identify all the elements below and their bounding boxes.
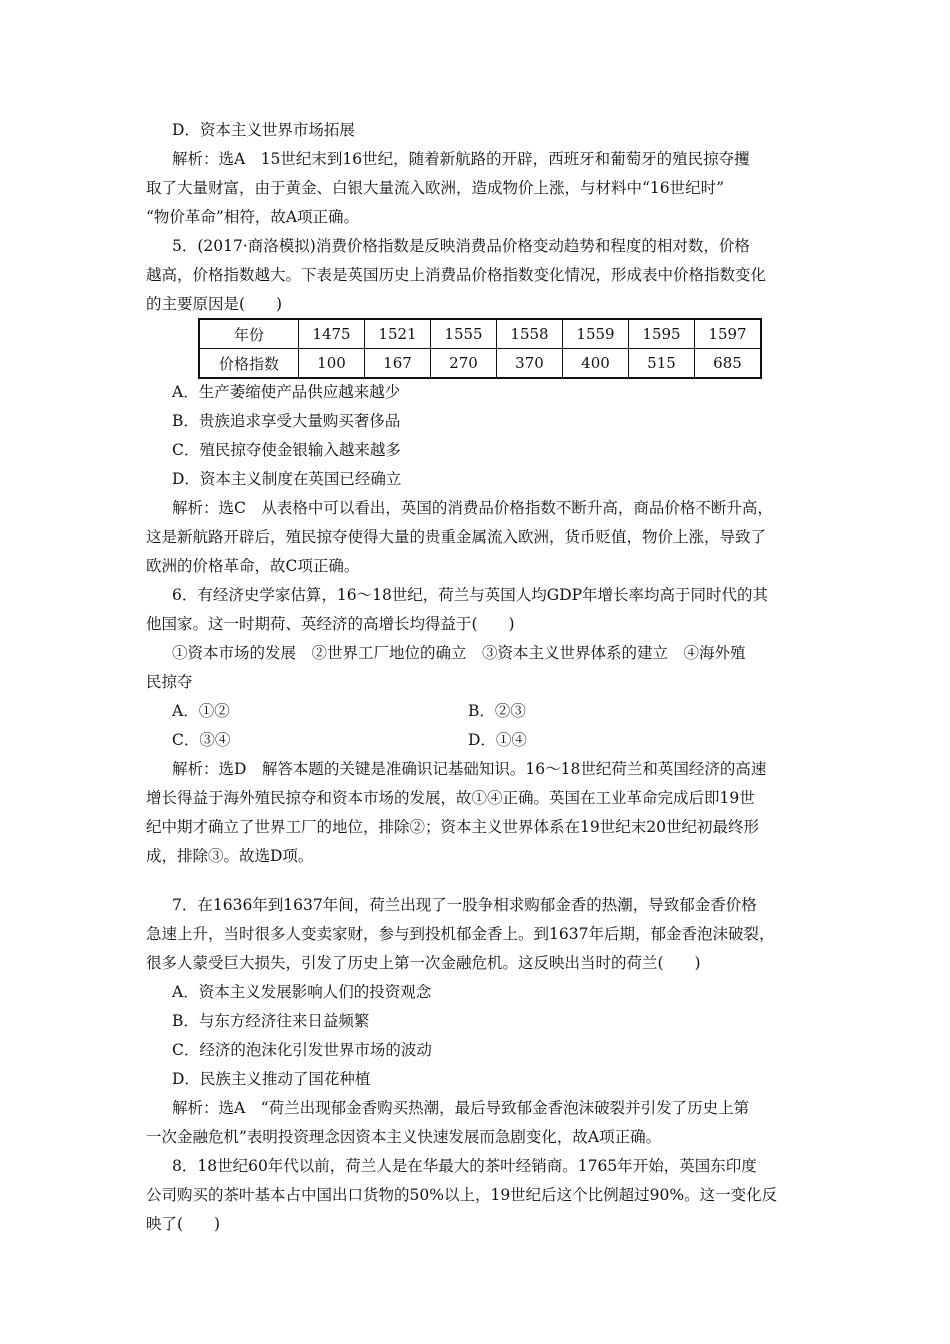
option-d-q6: D．①④ [468, 731, 527, 749]
analysis-q7-line1: 解析：选A “荷兰出现郁金香购买热潮，最后导致郁金香泡沫破裂并引发了历史上第 [172, 1099, 750, 1117]
question-7-line1: 7．在1636年到1637年间，荷兰出现了一股争相求购郁金香的热潮，导致郁金香价格 [172, 896, 757, 914]
option-a-q6: A．①② [172, 702, 230, 720]
analysis-q7-line2: 一次金融危机”表明投资理念因资本主义快速发展而急剧变化，故A项正确。 [146, 1128, 662, 1146]
analysis-q4-line3: “物价革命”相符，故A项正确。 [146, 208, 360, 226]
analysis-q5-line3: 欧洲的价格革命，故C项正确。 [146, 557, 360, 575]
analysis-q6-line2: 增长得益于海外殖民掠夺和资本市场的发展，故①④正确。英国在工业革命完成后即19世 [146, 789, 755, 807]
table-cell-index: 270 [431, 349, 497, 379]
question-5-line3: 的主要原因是( ) [146, 295, 283, 313]
analysis-q6-line4: 成，排除③。故选D项。 [146, 847, 314, 865]
question-6-line1: 6．有经济史学家估算，16～18世纪，荷兰与英国人均GDP年增长率均高于同时代的其 [172, 586, 769, 604]
table-cell-year: 1521 [365, 319, 431, 349]
table-cell-year: 1558 [497, 319, 563, 349]
option-c-q6: C．③④ [172, 731, 231, 749]
analysis-q5-line1: 解析：选C 从表格中可以看出，英国的消费品价格指数不断升高，商品价格不断升高， [172, 499, 773, 517]
table-cell-index: 370 [497, 349, 563, 379]
table-header-year: 年份 [199, 319, 299, 349]
table-cell-year: 1595 [629, 319, 695, 349]
analysis-q4-line1: 解析：选A 15世纪末到16世纪，随着新航路的开辟，西班牙和葡萄牙的殖民掠夺攫 [172, 150, 750, 168]
question-5-line2: 越高，价格指数越大。下表是英国历史上消费品价格指数变化情况，形成表中价格指数变化 [146, 266, 767, 284]
option-b-q5: B．贵族追求享受大量购买奢侈品 [172, 412, 401, 430]
question-6-items-line2: 民掠夺 [146, 673, 193, 691]
table-cell-index: 515 [629, 349, 695, 379]
table-row-index [199, 349, 761, 379]
option-b-q6: B．②③ [468, 702, 526, 720]
option-d-q4: D．资本主义世界市场拓展 [172, 121, 355, 139]
table-cell-index: 167 [365, 349, 431, 379]
option-c-q7: C．经济的泡沫化引发世界市场的波动 [172, 1041, 432, 1059]
question-5-line1: 5．(2017·商洛模拟)消费价格指数是反映消费品价格变动趋势和程度的相对数，价格 [172, 237, 750, 255]
question-7-line3: 很多人蒙受巨大损失，引发了历史上第一次金融危机。这反映出当时的荷兰( ) [146, 954, 701, 972]
table-cell-year: 1555 [431, 319, 497, 349]
table-cell-index: 100 [299, 349, 365, 379]
table-cell-year: 1475 [299, 319, 365, 349]
option-d-q5: D．资本主义制度在英国已经确立 [172, 470, 402, 488]
option-a-q7: A．资本主义发展影响人们的投资观念 [172, 983, 432, 1001]
table-cell-index: 685 [695, 349, 762, 379]
analysis-q4-line2: 取了大量财富，由于黄金、白银大量流入欧洲，造成物价上涨，与材料中“16世纪时” [146, 179, 725, 197]
option-c-q5: C．殖民掠夺使金银输入越来越多 [172, 441, 401, 459]
question-7-line2: 急速上升，当时很多人变卖家财，参与到投机郁金香上。到1637年后期，郁金香泡沫破裂， [146, 925, 775, 943]
question-6-line2: 他国家。这一时期荷、英经济的高增长均得益于( ) [146, 615, 515, 633]
table-cell-index: 400 [563, 349, 629, 379]
analysis-q6-line3: 纪中期才确立了世界工厂的地位，排除②；资本主义世界体系在19世纪末20世纪初最终形 [146, 818, 759, 836]
analysis-q6-line1: 解析：选D 解答本题的关键是准确识记基础知识。16～18世纪荷兰和英国经济的高速 [172, 760, 767, 778]
table-header-index: 价格指数 [199, 349, 299, 379]
analysis-q5-line2: 这是新航路开辟后，殖民掠夺使得大量的贵重金属流入欧洲，货币贬值，物价上涨，导致了 [146, 528, 767, 546]
table-cell-year: 1597 [695, 319, 762, 349]
question-8-line1: 8．18世纪60年代以前，荷兰人是在华最大的茶叶经销商。1765年开始，英国东印度 [172, 1157, 757, 1175]
question-8-line3: 映了( ) [146, 1215, 221, 1233]
price-index-table [198, 318, 762, 379]
table-row-year [199, 319, 761, 349]
option-a-q5: A．生产萎缩使产品供应越来越少 [172, 383, 401, 401]
question-6-items-line1: ①资本市场的发展 ②世界工厂地位的确立 ③资本主义世界体系的建立 ④海外殖 [172, 644, 746, 662]
option-d-q7: D．民族主义推动了国花种植 [172, 1070, 371, 1088]
option-b-q7: B．与东方经济往来日益频繁 [172, 1012, 370, 1030]
table-cell-year: 1559 [563, 319, 629, 349]
question-8-line2: 公司购买的茶叶基本占中国出口货物的50%以上，19世纪后这个比例超过90%。这一变化反 [146, 1186, 778, 1204]
